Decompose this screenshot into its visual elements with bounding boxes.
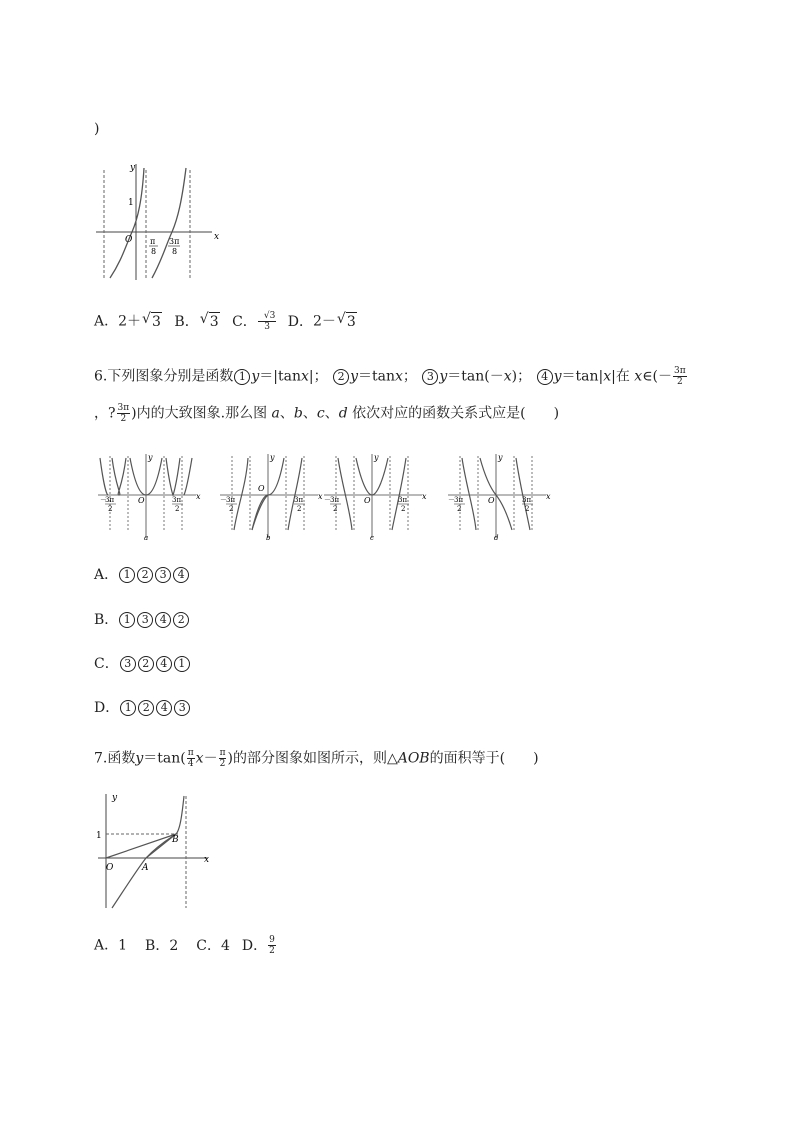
q5-x-label: x: [214, 232, 220, 242]
q5-tick1-num: π: [150, 237, 156, 246]
svg-text:y: y: [498, 453, 503, 462]
svg-text:x: x: [422, 492, 427, 501]
svg-text:2: 2: [297, 505, 302, 513]
q5-origin-label: O: [125, 235, 133, 245]
svg-text:x: x: [196, 492, 201, 501]
svg-text:3π: 3π: [105, 496, 115, 504]
svg-text:－: －: [220, 496, 227, 504]
svg-text:O: O: [488, 496, 495, 505]
q7-options: A．1 B．2 C．4 D． $\frac{9}{2}$: [94, 935, 275, 956]
svg-text:3π: 3π: [330, 496, 340, 504]
svg-text:a: a: [144, 534, 149, 542]
svg-text:x: x: [546, 492, 551, 501]
q6-graph-b: [218, 450, 330, 542]
svg-text:3π: 3π: [226, 496, 236, 504]
q7-graph: [94, 790, 216, 912]
svg-text:3π: 3π: [398, 496, 408, 504]
svg-text:3π: 3π: [294, 496, 304, 504]
q5-graph: [92, 160, 222, 285]
svg-text:d: d: [494, 534, 499, 542]
q5-tick2-den: 8: [172, 247, 178, 256]
svg-text:O: O: [106, 863, 114, 873]
svg-text:2: 2: [457, 505, 462, 513]
q5-curve-1: [110, 168, 144, 278]
q5-tick2-num: 3π: [169, 237, 180, 246]
q5-tick1-den: 8: [151, 247, 157, 256]
q6-option-a: A． 1 2 3 4: [94, 566, 190, 584]
svg-text:2: 2: [229, 505, 234, 513]
svg-text:y: y: [374, 453, 379, 462]
svg-text:c: c: [370, 534, 374, 542]
svg-text:O: O: [364, 496, 371, 505]
svg-text:2: 2: [108, 505, 113, 513]
q6-graph-a: [96, 450, 208, 542]
svg-text:－: －: [100, 496, 107, 504]
svg-text:y: y: [112, 793, 118, 803]
svg-text:b: b: [266, 534, 271, 542]
svg-text:O: O: [138, 496, 145, 505]
svg-text:O: O: [258, 484, 265, 493]
q6-option-d: D． 1 2 4 3: [94, 699, 191, 717]
svg-text:－: －: [448, 496, 455, 504]
q5-y-label: y: [130, 163, 136, 173]
svg-text:3π: 3π: [454, 496, 464, 504]
q7-question: 7.函数y＝tan( $\frac{\pi}{4}$ x－ $\frac{\pi}{2}$ )的部分图象如图所示，则△AOB的面积等于( ): [94, 748, 539, 769]
q6-graph-d: [446, 450, 558, 542]
svg-text:3π: 3π: [172, 496, 182, 504]
q6-question-line2: ，? $\frac{3\pi}{2}$ )内的大致图象.那么图 a、b、c、d 依次对应的函数关系式应是( ): [94, 403, 560, 424]
q6-question-line1: 6.下列图象分别是函数 1 y＝|tanx|； 2 y＝tanx； 3 y＝tan(－x)； 4 y＝tan|x|在 x∈(－ $\frac{3\pi}{2}$: [94, 366, 686, 387]
svg-text:2: 2: [333, 505, 338, 513]
svg-text:2: 2: [525, 505, 530, 513]
q6-graph-c: [322, 450, 434, 542]
q5-one-label: 1: [128, 198, 134, 208]
q5-c-fraction: $\frac{√3}{3}$: [258, 311, 276, 332]
q6-option-b: B． 1 3 4 2: [94, 611, 190, 629]
q5-curve-2: [152, 168, 186, 278]
svg-text:A: A: [142, 863, 149, 873]
svg-text:y: y: [148, 453, 153, 462]
svg-text:x: x: [318, 492, 323, 501]
svg-text:x: x: [204, 855, 210, 865]
svg-text:B: B: [172, 835, 179, 845]
svg-text:－: －: [324, 496, 331, 504]
svg-text:3π: 3π: [522, 496, 532, 504]
svg-text:2: 2: [175, 505, 180, 513]
svg-text:y: y: [270, 453, 275, 462]
q6-option-c: C． 3 2 4 1: [94, 655, 191, 673]
svg-text:2: 2: [401, 505, 406, 513]
stray-paren: ): [94, 121, 100, 137]
q5-options: A．2＋√ 3 B．√ 3 C． $\frac{√3}{3}$ D．2－√ 3: [94, 311, 357, 332]
svg-text:1: 1: [96, 831, 102, 841]
